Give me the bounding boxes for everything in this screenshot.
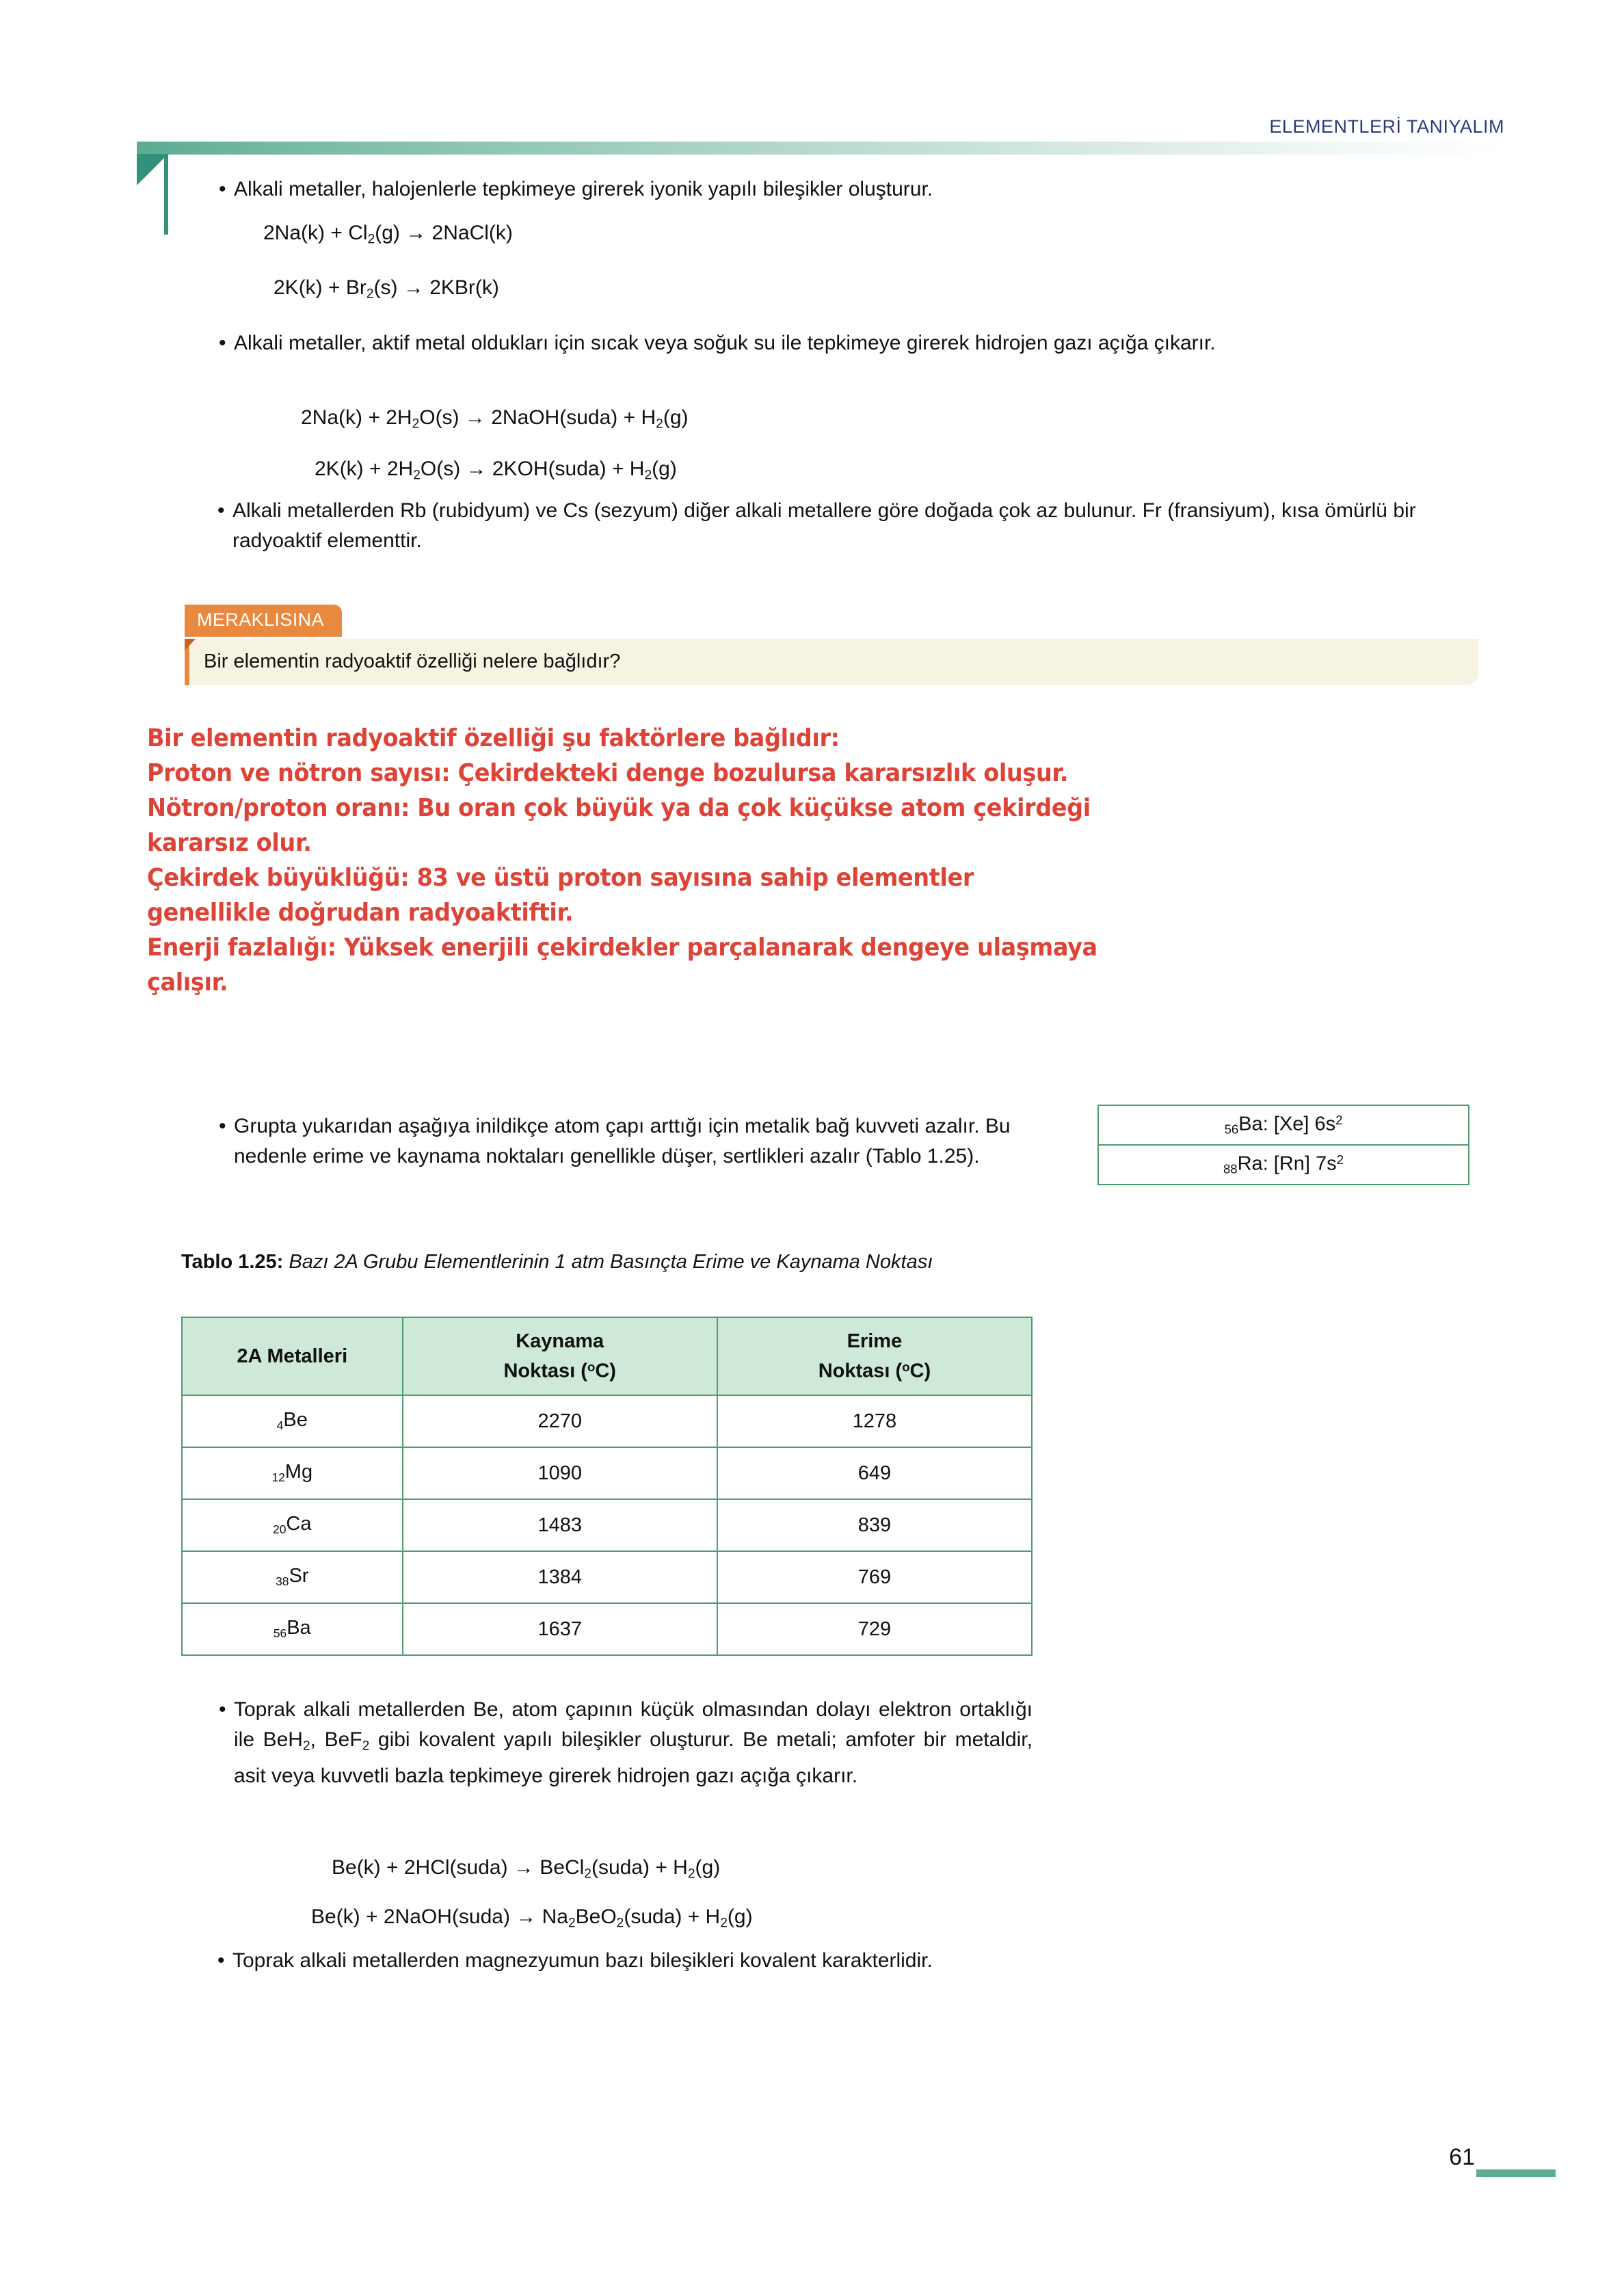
bullet-marker: • (219, 1698, 226, 1721)
bullet-marker: • (219, 332, 226, 354)
table-caption-label: Tablo 1.25: (181, 1251, 284, 1273)
answer-line: Proton ve nötron sayısı: Çekirdekteki denge bozulursa kararsızlık oluşur. (147, 759, 1069, 787)
page-number: 61 (1449, 2144, 1475, 2170)
equation-koh: $2K(k) + 2H_2O(s)$ → 2KOH(suda) + $H_2(g)$ (315, 458, 677, 483)
student-answer-block (147, 721, 1409, 1000)
table-row (182, 1395, 1032, 1447)
electron-config-row: $_{88}$Ra: [Rn] $7s^2$ (1099, 1144, 1468, 1184)
table-cell-symbol: $_{38}$Sr (182, 1551, 403, 1603)
answer-line: Nötron/proton oranı: Bu oran çok büyük ya da çok küçükse atom çekirdeği (147, 794, 1091, 822)
callout-tab-label: MERAKLISINA (185, 605, 342, 637)
corner-vertical-line-decoration (164, 154, 168, 235)
answer-line: çalışır. (147, 968, 228, 997)
table-row (182, 1447, 1032, 1499)
table-cell-melting: 839 (717, 1499, 1032, 1551)
bullet-marker: • (217, 499, 225, 522)
table-header-metals: 2A Metalleri (182, 1317, 403, 1395)
bullet-magnesium-covalent: • Toprak alkali metallerden magnezyumun bazı bileşikleri kovalent karakterlidir. (217, 1946, 1028, 1976)
bullet-alkali-halogen: • Alkali metaller, halojenlerle tepkimeye girerek iyonik yapılı bileşikler oluşturur. (219, 174, 1491, 204)
bullet-marker: • (217, 1949, 225, 1972)
table-caption (181, 1248, 1036, 1276)
table-cell-melting: 649 (717, 1447, 1032, 1499)
table-header-row (182, 1317, 1032, 1395)
answer-line: Enerji fazlalığı: Yüksek enerjili çekirdekler parçalanarak dengeye ulaşmaya (147, 934, 1097, 962)
table-caption-text: Bazı 2A Grubu Elementlerinin 1 atm Basınçta Erime ve Kaynama Noktası (283, 1251, 933, 1273)
table-cell-symbol: $_{20}$Ca (182, 1499, 403, 1551)
equation-nacl: $2Na(k) + Cl_2(g)$ → 2NaCl(k) (263, 222, 513, 247)
table-header-boiling: Kaynama Noktası ($^o$C) (403, 1317, 717, 1395)
table-cell-melting: 1278 (717, 1395, 1032, 1447)
bullet-alkali-water: • Alkali metaller, aktif metal oldukları için sıcak veya soğuk su ile tepkimeye girerek hidrojen gazı açığa çıkarır. (219, 328, 1494, 358)
table-cell-boiling: 1090 (403, 1447, 717, 1499)
running-head: ELEMENTLERİ TANIYALIM (1269, 116, 1504, 137)
equation-naoh: $2Na(k) + 2H_2O(s)$ → 2NaOH(suda) + $H_2(g)$ (301, 406, 689, 432)
meraklisina-callout (185, 605, 1478, 685)
answer-line: genellikle doğrudan radyoaktiftir. (147, 899, 574, 927)
table-cell-symbol: $_{12}$Mg (182, 1447, 403, 1499)
bullet-rb-cs-fr: • Alkali metallerden Rb (rubidyum) ve Cs (sezyum) diğer alkali metallere göre doğada çok az bulunur. Fr (fransiyum), kısa ömürlü bir radyoaktif elementtir. (217, 496, 1510, 556)
equation-becl2: Be(k) + 2HCl(suda) → BeCl$_2$(suda) + $H_2(g)$ (332, 1856, 721, 1882)
table-cell-boiling: 1384 (403, 1551, 717, 1603)
table-cell-boiling: 2270 (403, 1395, 717, 1447)
table-header-melting: Erime Noktası ($^o$C) (717, 1317, 1032, 1395)
electron-configuration-box (1097, 1105, 1469, 1185)
table-cell-symbol: $_{56}$Ba (182, 1603, 403, 1655)
bullet-be-covalent: • Toprak alkali metallerden Be, atom çapının küçük olmasından dolayı elektron ortaklığı ile BeH$_2$, BeF$_2$ gibi kovalent yapılı bileşikler oluşturur. Be metali; amfoter bir metaldir, asit veya kuvvetli bazla tepkimeye girerek hidrojen gazı açığa çıkarır. (219, 1695, 1033, 1791)
table-cell-melting: 769 (717, 1551, 1032, 1603)
table-cell-melting: 729 (717, 1603, 1032, 1655)
table-cell-boiling: 1637 (403, 1603, 717, 1655)
equation-kbr: $2K(k) + Br_2(s) \to 2KBr(k)$ (274, 276, 499, 302)
header-rule (137, 142, 1504, 155)
bullet-metallic-bond: • Grupta yukarıdan aşağıya inildikçe atom çapı arttığı için metalik bağ kuvveti azalır. Bu nedenle erime ve kaynama noktaları genellikle düşer, sertlikleri azalır (Tablo 1.25). (219, 1111, 1019, 1172)
table-cell-symbol: $_4$Be (182, 1395, 403, 1447)
callout-fold-decoration (185, 639, 196, 650)
electron-config-row: $_{56}$Ba: [Xe] $6s^2$ (1224, 1113, 1343, 1137)
table-row (182, 1499, 1032, 1551)
table-cell-boiling: 1483 (403, 1499, 717, 1551)
table-row (182, 1551, 1032, 1603)
bullet-marker: • (219, 1115, 226, 1137)
equation-na2beo2: Be(k) + 2NaOH(suda) → $Na_2BeO_2(suda) + H_2(g)$ (311, 1905, 753, 1931)
bullet-marker: • (219, 178, 226, 200)
answer-line: kararsız olur. (147, 829, 312, 857)
melting-boiling-table (181, 1317, 1033, 1656)
answer-line: Çekirdek büyüklüğü: 83 ve üstü proton sayısına sahip elementler (147, 864, 974, 892)
answer-line: Bir elementin radyoaktif özelliği şu faktörlere bağlıdır: (147, 724, 840, 752)
footer-rule-decoration (1476, 2169, 1556, 2177)
table-row (182, 1603, 1032, 1655)
callout-question: Bir elementin radyoaktif özelliği nelere bağlıdır? (204, 650, 621, 672)
